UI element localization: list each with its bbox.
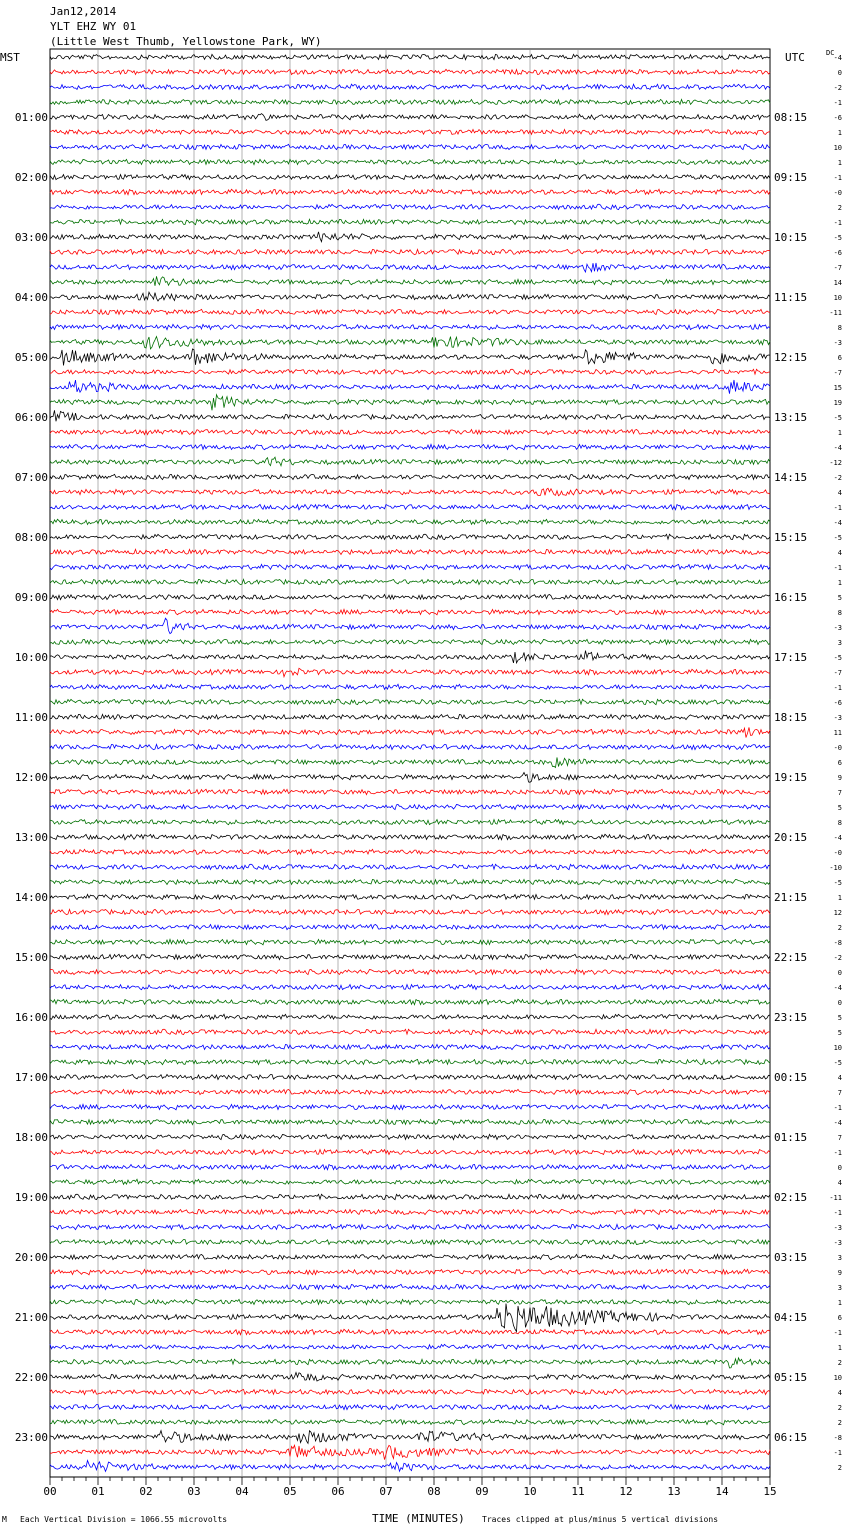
seismic-trace <box>50 534 770 540</box>
seismic-trace <box>50 954 770 959</box>
x-tick-label: 14 <box>715 1485 729 1498</box>
seismic-trace <box>50 1254 770 1259</box>
left-hour-label: 04:00 <box>14 291 48 304</box>
dc-offset-label: -12 <box>829 459 842 467</box>
dc-offset-label: -1 <box>833 99 842 107</box>
dc-offset-label: -1 <box>833 174 842 182</box>
seismic-trace <box>50 639 770 644</box>
seismic-trace <box>50 1329 770 1334</box>
seismic-trace <box>50 879 770 884</box>
seismic-trace <box>50 1269 770 1275</box>
dc-offset-label: -4 <box>833 444 842 452</box>
dc-offset-label: 5 <box>837 1029 842 1037</box>
left-hour-label: 07:00 <box>14 471 48 484</box>
dc-offset-label: -0 <box>833 189 842 197</box>
right-hour-label: 12:15 <box>774 351 808 364</box>
dc-offset-label: 6 <box>837 759 842 767</box>
dc-offset-label: 2 <box>837 1404 842 1412</box>
dc-offset-label: -5 <box>833 654 842 662</box>
seismic-trace <box>50 1224 770 1229</box>
seismic-trace <box>50 69 770 74</box>
dc-offset-label: 4 <box>837 549 842 557</box>
seismic-trace <box>50 999 770 1004</box>
right-hour-label: 13:15 <box>774 411 808 424</box>
dc-offset-label: 1 <box>837 129 842 137</box>
left-hour-label: 10:00 <box>14 651 48 664</box>
x-tick-label: 12 <box>619 1485 633 1498</box>
dc-offset-label: -1 <box>833 1104 842 1112</box>
x-tick-label: 10 <box>523 1485 537 1498</box>
dc-offset-label: -1 <box>833 1329 842 1337</box>
seismic-trace <box>50 1014 770 1019</box>
dc-offset-label: 0 <box>837 1164 842 1172</box>
dc-offset-label: -1 <box>833 564 842 572</box>
dc-offset-label: -4 <box>833 519 842 527</box>
x-tick-label: 03 <box>187 1485 201 1498</box>
seismic-trace <box>50 909 770 914</box>
station-code: YLT EHZ WY 01 <box>50 20 137 33</box>
dc-offset-label: 8 <box>837 819 842 827</box>
seismic-trace <box>50 337 770 349</box>
x-tick-label: 15 <box>763 1485 777 1498</box>
seismic-trace <box>50 1445 770 1459</box>
dc-offset-label: -1 <box>833 219 842 227</box>
dc-offset-label: 0 <box>837 69 842 77</box>
dc-offset-label: -4 <box>833 984 842 992</box>
dc-offset-label: -6 <box>833 114 842 122</box>
seismic-trace <box>50 457 770 466</box>
dc-offset-label: 2 <box>837 1359 842 1367</box>
dc-offset-label: 19 <box>833 399 842 407</box>
dc-offset-label: -5 <box>833 234 842 242</box>
seismic-trace <box>50 444 770 449</box>
seismic-trace <box>50 380 770 394</box>
dc-offset-label: -8 <box>833 939 842 947</box>
seismic-trace <box>50 1419 770 1424</box>
x-tick-label: 06 <box>331 1485 345 1498</box>
left-timezone-label: MST <box>0 51 20 64</box>
dc-offset-label: -5 <box>833 534 842 542</box>
dc-offset-label: 8 <box>837 324 842 332</box>
dc-offset-label: 8 <box>837 609 842 617</box>
seismic-trace <box>50 595 770 600</box>
dc-offset-label: 11 <box>833 729 842 737</box>
dc-offset-label: -2 <box>833 84 842 92</box>
dc-offset-label: -3 <box>833 714 842 722</box>
seismic-trace <box>50 684 770 689</box>
dc-offset-label: 4 <box>837 1074 842 1082</box>
dc-offset-label: -3 <box>833 1239 842 1247</box>
dc-offset-label: 1 <box>837 429 842 437</box>
dc-offset-label: -4 <box>833 54 842 62</box>
left-hour-label: 06:00 <box>14 411 48 424</box>
seismic-trace <box>50 430 770 435</box>
seismic-trace <box>50 1373 770 1382</box>
x-tick-label: 13 <box>667 1485 681 1498</box>
seismic-trace <box>50 820 770 825</box>
seismic-trace <box>50 84 770 90</box>
dc-offset-label: -1 <box>833 1449 842 1457</box>
left-hour-label: 08:00 <box>14 531 48 544</box>
seismic-trace <box>50 204 770 209</box>
dc-offset-label: -5 <box>833 414 842 422</box>
seismic-trace <box>50 324 770 329</box>
left-hour-label: 09:00 <box>14 591 48 604</box>
seismic-trace <box>50 834 770 840</box>
seismic-trace <box>50 579 770 584</box>
seismic-trace <box>50 159 770 164</box>
dc-offset-label: 6 <box>837 1314 842 1322</box>
dc-offset-label: -4 <box>833 1119 842 1127</box>
dc-offset-label: 5 <box>837 1014 842 1022</box>
dc-offset-label: -1 <box>833 504 842 512</box>
dc-offset-label: 0 <box>837 999 842 1007</box>
dc-offset-label: 15 <box>833 384 842 392</box>
seismic-trace <box>50 1194 770 1200</box>
seismic-trace <box>50 249 770 254</box>
seismic-trace <box>50 1389 770 1394</box>
seismic-trace <box>50 714 770 719</box>
seismic-trace <box>50 757 770 767</box>
right-hour-label: 09:15 <box>774 171 808 184</box>
x-tick-label: 11 <box>571 1485 585 1498</box>
left-hour-label: 15:00 <box>14 951 48 964</box>
dc-offset-label: 2 <box>837 1419 842 1427</box>
dc-offset-label: 0 <box>837 969 842 977</box>
dc-offset-label: 3 <box>837 1254 842 1262</box>
dc-offset-label: -2 <box>833 954 842 962</box>
left-hour-label: 01:00 <box>14 111 48 124</box>
seismic-trace <box>50 292 770 301</box>
seismic-trace <box>50 939 770 944</box>
seismic-trace <box>50 349 770 366</box>
seismic-trace <box>50 1179 770 1184</box>
right-hour-label: 22:15 <box>774 951 808 964</box>
right-hour-label: 16:15 <box>774 591 808 604</box>
seismic-trace <box>50 309 770 314</box>
scale-note: Each Vertical Division = 1066.55 microvolts <box>20 1515 228 1524</box>
right-hour-label: 17:15 <box>774 651 808 664</box>
seismic-trace <box>50 1304 770 1332</box>
seismic-trace <box>50 504 770 509</box>
left-hour-label: 12:00 <box>14 771 48 784</box>
seismic-trace <box>50 773 770 783</box>
right-hour-label: 03:15 <box>774 1251 808 1264</box>
dc-offset-label: -10 <box>829 864 842 872</box>
seismic-trace <box>50 130 770 135</box>
dc-offset-label: -4 <box>833 834 842 842</box>
dc-offset-label: -3 <box>833 339 842 347</box>
right-hour-label: 02:15 <box>774 1191 808 1204</box>
seismic-trace <box>50 609 770 614</box>
dc-offset-label: -1 <box>833 684 842 692</box>
dc-offset-label: 1 <box>837 159 842 167</box>
seismic-trace <box>50 984 770 989</box>
x-tick-label: 04 <box>235 1485 249 1498</box>
left-hour-label: 13:00 <box>14 831 48 844</box>
seismic-trace <box>50 849 770 854</box>
seismic-trace <box>50 1358 770 1368</box>
left-hour-label: 20:00 <box>14 1251 48 1264</box>
x-tick-label: 07 <box>379 1485 393 1498</box>
seismic-trace <box>50 1299 770 1304</box>
seismic-trace <box>50 1059 770 1064</box>
dc-offset-label: -11 <box>829 1194 842 1202</box>
left-hour-label: 11:00 <box>14 711 48 724</box>
seismic-trace <box>50 564 770 569</box>
x-tick-label: 01 <box>91 1485 105 1498</box>
seismic-trace <box>50 1029 770 1035</box>
seismic-trace <box>50 474 770 479</box>
dc-offset-label: -7 <box>833 669 842 677</box>
left-hour-label: 17:00 <box>14 1071 48 1084</box>
seismic-trace <box>50 1044 770 1049</box>
right-hour-label: 19:15 <box>774 771 808 784</box>
dc-offset-label: 1 <box>837 894 842 902</box>
clip-note: Traces clipped at plus/minus 5 vertical divisions <box>482 1515 719 1524</box>
seismic-trace <box>50 114 770 121</box>
seismic-trace <box>50 1119 770 1124</box>
dc-offset-label: 10 <box>833 294 842 302</box>
dc-offset-label: 5 <box>837 594 842 602</box>
seismic-trace <box>50 276 770 286</box>
right-hour-label: 01:15 <box>774 1131 808 1144</box>
right-hour-label: 18:15 <box>774 711 808 724</box>
seismic-trace <box>50 189 770 194</box>
seismic-trace <box>50 1134 770 1139</box>
dc-offset-label: 10 <box>833 1044 842 1052</box>
seismic-trace <box>50 1240 770 1245</box>
dc-offset-label: 4 <box>837 489 842 497</box>
seismic-trace <box>50 100 770 105</box>
dc-offset-label: 1 <box>837 579 842 587</box>
seismic-trace <box>50 894 770 899</box>
dc-offset-label: 1 <box>837 1299 842 1307</box>
dc-offset-label: 10 <box>833 1374 842 1382</box>
dc-offset-label: 7 <box>837 1134 842 1142</box>
dc-offset-label: -6 <box>833 249 842 257</box>
dc-offset-label: -8 <box>833 1434 842 1442</box>
right-hour-label: 04:15 <box>774 1311 808 1324</box>
right-hour-label: 11:15 <box>774 291 808 304</box>
seismic-trace <box>50 1461 770 1472</box>
seismic-trace <box>50 1405 770 1410</box>
dc-offset-label: 6 <box>837 354 842 362</box>
seismic-trace <box>50 144 770 149</box>
dc-offset-label: 4 <box>837 1179 842 1187</box>
seismic-trace <box>50 1164 770 1169</box>
dc-offset-label: 7 <box>837 1089 842 1097</box>
right-hour-label: 00:15 <box>774 1071 808 1084</box>
right-hour-label: 21:15 <box>774 891 808 904</box>
seismic-trace <box>50 1074 770 1079</box>
seismic-trace <box>50 549 770 554</box>
seismic-trace <box>50 969 770 974</box>
dc-offset-label: -1 <box>833 1149 842 1157</box>
seismic-trace <box>50 263 770 272</box>
right-hour-label: 05:15 <box>774 1371 808 1384</box>
seismic-trace <box>50 727 770 737</box>
left-hour-label: 14:00 <box>14 891 48 904</box>
left-hour-label: 18:00 <box>14 1131 48 1144</box>
dc-offset-label: -3 <box>833 1224 842 1232</box>
left-hour-label: 19:00 <box>14 1191 48 1204</box>
left-hour-label: 16:00 <box>14 1011 48 1024</box>
seismic-trace <box>50 232 770 242</box>
left-hour-label: 21:00 <box>14 1311 48 1324</box>
seismic-trace <box>50 488 770 495</box>
dc-offset-label: -3 <box>833 624 842 632</box>
dc-offset-label: 3 <box>837 1284 842 1292</box>
dc-offset-label: 14 <box>833 279 842 287</box>
dc-offset-label: 9 <box>837 1269 842 1277</box>
seismic-trace <box>50 804 770 809</box>
dc-offset-label: 4 <box>837 1389 842 1397</box>
seismic-trace <box>50 1284 770 1289</box>
dc-offset-label: 2 <box>837 1464 842 1472</box>
left-hour-label: 05:00 <box>14 351 48 364</box>
x-tick-label: 02 <box>139 1485 153 1498</box>
x-tick-label: 05 <box>283 1485 297 1498</box>
x-tick-label: 00 <box>43 1485 57 1498</box>
seismic-trace <box>50 651 770 663</box>
seismic-trace <box>50 1431 770 1444</box>
station-location: (Little West Thumb, Yellowstone Park, WY) <box>50 35 322 48</box>
dc-offset-label: -2 <box>833 474 842 482</box>
seismic-trace <box>50 618 770 633</box>
dc-offset-label: 2 <box>837 924 842 932</box>
dc-offset-label: -7 <box>833 264 842 272</box>
seismic-trace <box>50 924 770 929</box>
seismic-trace <box>50 1209 770 1214</box>
seismic-trace <box>50 174 770 179</box>
dc-offset-label: -7 <box>833 369 842 377</box>
seismic-trace <box>50 1104 770 1110</box>
dc-offset-label: 12 <box>833 909 842 917</box>
seismic-trace <box>50 699 770 705</box>
dc-offset-label: -6 <box>833 699 842 707</box>
right-hour-label: 20:15 <box>774 831 808 844</box>
seismic-trace <box>50 395 770 411</box>
dc-offset-label: -5 <box>833 1059 842 1067</box>
dc-offset-label: -0 <box>833 744 842 752</box>
left-hour-label: 02:00 <box>14 171 48 184</box>
left-hour-label: 22:00 <box>14 1371 48 1384</box>
seismic-trace <box>50 219 770 224</box>
seismic-trace <box>50 369 770 374</box>
dc-header-label: DC <box>826 49 835 57</box>
right-hour-label: 08:15 <box>774 111 808 124</box>
dc-offset-label: 1 <box>837 1344 842 1352</box>
right-timezone-label: UTC <box>785 51 805 64</box>
seismic-trace <box>50 410 770 421</box>
plot-date: Jan12,2014 <box>50 5 117 18</box>
dc-offset-label: 2 <box>837 204 842 212</box>
dc-offset-label: 5 <box>837 804 842 812</box>
right-hour-label: 14:15 <box>774 471 808 484</box>
dc-offset-label: 9 <box>837 774 842 782</box>
seismic-trace <box>50 519 770 524</box>
seismic-trace <box>50 54 770 59</box>
dc-offset-label: 3 <box>837 639 842 647</box>
seismic-trace <box>50 864 770 870</box>
dc-offset-label: -11 <box>829 309 842 317</box>
dc-offset-label: 10 <box>833 144 842 152</box>
right-hour-label: 10:15 <box>774 231 808 244</box>
seismic-trace <box>50 1344 770 1349</box>
seismic-trace <box>50 1089 770 1094</box>
left-hour-label: 03:00 <box>14 231 48 244</box>
x-tick-label: 09 <box>475 1485 489 1498</box>
seismic-trace <box>50 1149 770 1154</box>
seismic-trace <box>50 744 770 749</box>
right-hour-label: 23:15 <box>774 1011 808 1024</box>
dc-offset-label: -1 <box>833 1209 842 1217</box>
right-hour-label: 06:15 <box>774 1431 808 1444</box>
x-tick-label: 08 <box>427 1485 441 1498</box>
dc-offset-label: -5 <box>833 879 842 887</box>
seismic-trace <box>50 789 770 794</box>
dc-offset-label: -0 <box>833 849 842 857</box>
dc-offset-label: 7 <box>837 789 842 797</box>
left-hour-label: 23:00 <box>14 1431 48 1444</box>
corner-mark: M <box>2 1515 7 1524</box>
seismic-trace <box>50 668 770 676</box>
x-axis-title: TIME (MINUTES) <box>372 1512 465 1525</box>
right-hour-label: 15:15 <box>774 531 808 544</box>
